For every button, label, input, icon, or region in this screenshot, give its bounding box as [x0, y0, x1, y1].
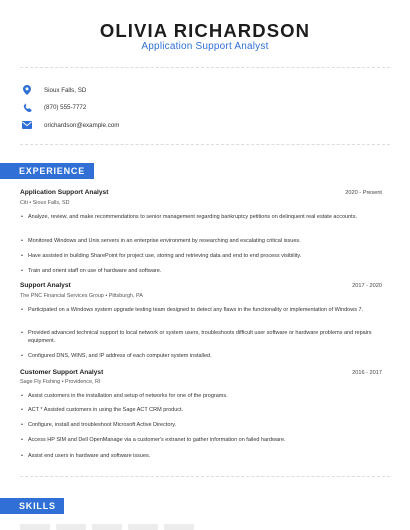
email-icon [20, 119, 34, 131]
job-company: Citi • Sioux Falls, SD [20, 200, 70, 206]
candidate-name: OLIVIA RICHARDSON [99, 20, 311, 41]
contact-location [20, 84, 86, 96]
phone-text: (870) 555-7772 [44, 103, 87, 111]
contact-phone [20, 101, 86, 113]
job-title: Application Support Analyst [20, 189, 109, 196]
job-title: Support Analyst [20, 282, 71, 289]
phone-icon [20, 101, 34, 113]
job-bullet: • Participated on a Windows system upgrade testing team designed to detect any flaws in the functionality or implementation of Windows 7. [20, 306, 375, 314]
job-bullet: • Train and orient staff on use of hardware and software. [20, 267, 375, 275]
job-bullet: • Configured DNS, WINS, and IP address of each computer system installed. [20, 352, 375, 360]
skill-chip [164, 524, 194, 530]
job-bullet: • Configure, install and troubleshoot Microsoft Active Directory. [20, 421, 375, 429]
skills-header: SKILLS [0, 498, 64, 514]
email-text[interactable]: orichardson@example.com [44, 121, 120, 129]
job-bullet: • Analyze, review, and make recommendations to senior management regarding bankruptcy petitions on delinquent real estate accounts. [20, 213, 375, 221]
job-bullet: • ACT * Assisted customers in using the Sage ACT CRM product. [20, 406, 375, 414]
job-bullet: • Monitored Windows and Unix servers in an enterprise environment by researching and escalating critical issues. [20, 237, 375, 245]
job-bullet: • Have assisted in building SharePoint for project use, storing and retrieving data and end to end process visibility. [20, 252, 375, 260]
job-company: The PNC Financial Services Group • Pittsburgh, PA [20, 293, 143, 299]
skill-chip [56, 524, 86, 530]
skill-chip [128, 524, 158, 530]
skill-chip [92, 524, 122, 530]
job-bullet: • Assist customers in the installation and setup of networks for one of the programs. [20, 392, 375, 400]
job-title: Customer Support Analyst [20, 369, 104, 376]
skills-list-cutoff [20, 524, 194, 530]
divider [20, 67, 390, 68]
contact-email [20, 119, 119, 131]
job-company: Sage Fly Fishing • Providence, RI [20, 379, 101, 385]
job-dates: 2017 - 2020 [352, 283, 382, 289]
candidate-title: Application Support Analyst [141, 41, 269, 52]
job-dates: 2016 - 2017 [352, 370, 382, 376]
job-dates: 2020 - Present [345, 190, 382, 196]
job-bullet: • Access HP SIM and Dell OpenManage via a customer's extranet to gather information on failed hardware. [20, 436, 375, 444]
location-pin-icon [20, 84, 34, 96]
divider [20, 144, 390, 145]
job-bullet: • Provided advanced technical support to local network or system users, troubleshoots difficult user software or hardware problems and repairs equipment. [20, 329, 375, 345]
location-text: Sioux Falls, SD [44, 86, 87, 94]
job-bullet: • Assist end users in hardware and software issues. [20, 452, 375, 460]
divider [20, 476, 390, 477]
experience-header: EXPERIENCE [0, 163, 94, 179]
skill-chip [20, 524, 50, 530]
